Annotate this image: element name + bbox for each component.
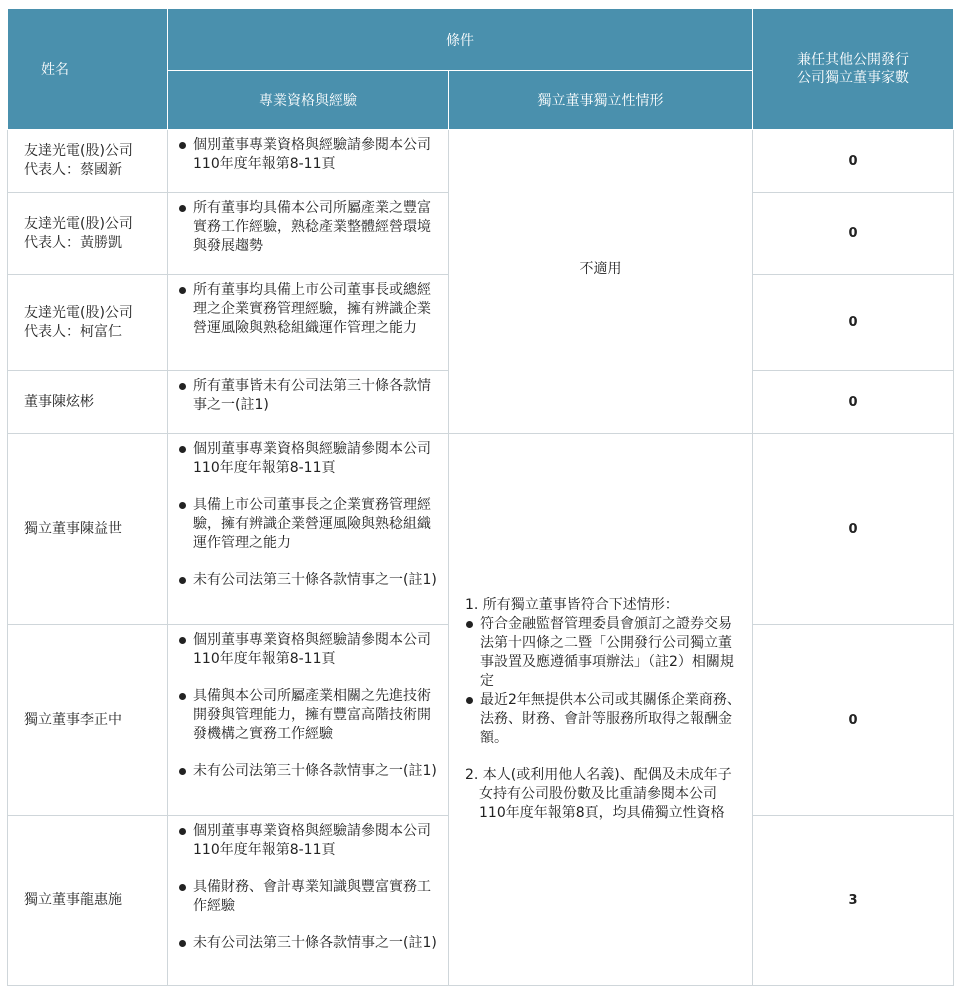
name-line1: 友達光電(股)公司	[24, 215, 133, 232]
director-name	[8, 625, 168, 816]
header-concurrent-line2: 公司獨立董事家數	[797, 70, 909, 86]
experience-item: 未有公司法第三十條各款情事之一(註1)	[178, 762, 442, 781]
experience-cell	[168, 625, 449, 816]
concurrent-count: 0	[753, 193, 954, 275]
experience-item: 具備財務、會計專業知識與豐富實務工作經驗	[178, 878, 442, 916]
name-line2: 代表人：黃勝凱	[24, 234, 122, 251]
experience-item: 所有董事皆未有公司法第三十條各款情事之一(註1)	[178, 377, 442, 415]
director-name	[8, 434, 168, 625]
header-concurrent-count	[753, 9, 954, 130]
directors-table	[7, 8, 954, 986]
table-row	[8, 434, 954, 625]
experience-cell	[168, 816, 449, 986]
experience-cell	[168, 130, 449, 193]
header-conditions: 條件	[168, 9, 753, 71]
name-line2: 代表人：柯富仁	[24, 323, 122, 340]
header-experience: 專業資格與經驗	[168, 71, 449, 130]
experience-cell	[168, 434, 449, 625]
name-line1: 獨立董事陳益世	[24, 520, 122, 537]
experience-item: 個別董事專業資格與經驗請參閱本公司110年度年報第8-11頁	[178, 631, 442, 669]
concurrent-count: 0	[753, 625, 954, 816]
experience-item: 個別董事專業資格與經驗請參閱本公司110年度年報第8-11頁	[178, 440, 442, 478]
header-independence: 獨立董事獨立性情形	[449, 71, 753, 130]
independence-not-applicable: 不適用	[449, 130, 753, 434]
director-name	[8, 275, 168, 371]
director-name	[8, 193, 168, 275]
name-line1: 獨立董事李正中	[24, 711, 122, 728]
name-line1: 獨立董事龍惠施	[24, 892, 122, 908]
experience-item: 未有公司法第三十條各款情事之一(註1)	[178, 934, 442, 953]
director-name	[8, 816, 168, 986]
independence-bullet: 符合金融監督管理委員會頒訂之證券交易法第十四條之二暨「公開發行公司獨立董事設置及應遵循事項辦法」（註2）相關規定	[465, 615, 742, 691]
experience-cell	[168, 193, 449, 275]
experience-item: 具備上市公司董事長之企業實務管理經驗，擁有辨識企業營運風險與熟稔組織運作管理之能力	[178, 496, 442, 553]
name-line1: 友達光電(股)公司	[24, 304, 133, 321]
header-name: 姓名	[8, 9, 168, 130]
name-line2: 代表人：蔡國新	[24, 162, 122, 178]
header-concurrent-line1: 兼任其他公開發行	[797, 52, 909, 68]
concurrent-count: 0	[753, 130, 954, 193]
director-name	[8, 130, 168, 193]
experience-item: 個別董事專業資格與經驗請參閱本公司110年度年報第8-11頁	[178, 822, 442, 860]
independence-item2: 2. 本人(或利用他人名義)、配偶及未成年子女持有公司股份數及比重請參閱本公司110年度年報第8頁，均具備獨立性資格	[465, 767, 732, 821]
experience-item: 具備與本公司所屬產業相關之先進技術開發與管理能力，擁有豐富高階技術開發機構之實務工作經驗	[178, 687, 442, 744]
concurrent-count: 3	[753, 816, 954, 986]
name-line1: 友達光電(股)公司	[24, 143, 133, 159]
director-name	[8, 371, 168, 434]
experience-item: 所有董事均具備上市公司董事長或總經理之企業實務管理經驗，擁有辨識企業營運風險與熟稔組織運作管理之能力	[178, 281, 442, 338]
independence-conditions	[449, 434, 753, 986]
independence-item1-heading: 1. 所有獨立董事皆符合下述情形：	[465, 597, 679, 613]
experience-cell	[168, 371, 449, 434]
concurrent-count: 0	[753, 371, 954, 434]
experience-cell	[168, 275, 449, 371]
table-row	[8, 130, 954, 193]
concurrent-count: 0	[753, 434, 954, 625]
experience-item: 個別董事專業資格與經驗請參閱本公司110年度年報第8-11頁	[178, 136, 442, 174]
independence-bullet: 最近2年無提供本公司或其關係企業商務、法務、財務、會計等服務所取得之報酬金額。	[465, 691, 742, 748]
name-line1: 董事陳炫彬	[24, 393, 94, 410]
experience-item: 未有公司法第三十條各款情事之一(註1)	[178, 571, 442, 590]
experience-item: 所有董事均具備本公司所屬產業之豐富實務工作經驗，熟稔產業整體經營環境與發展趨勢	[178, 199, 442, 256]
concurrent-count: 0	[753, 275, 954, 371]
